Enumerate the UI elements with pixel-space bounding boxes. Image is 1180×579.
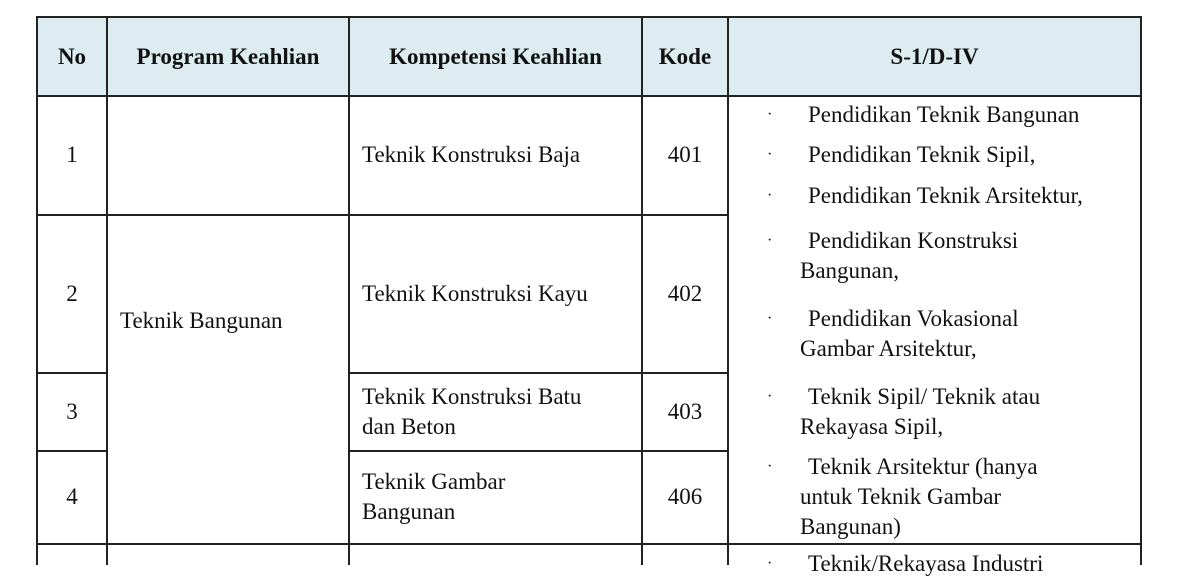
s1-item: Pendidikan Teknik Arsitektur, (808, 183, 1083, 208)
kode-cell: 402 (667, 281, 703, 306)
s1-item: Pendidikan Teknik Sipil, (808, 142, 1036, 167)
group-divider (37, 543, 1142, 545)
s1-item-cont: Rekayasa Sipil, (800, 414, 944, 439)
header-no: No (57, 44, 87, 69)
header-bottom-border (37, 95, 1142, 97)
bullet-icon: · (767, 146, 773, 163)
s1-item-cont: untuk Teknik Gambar (800, 484, 1002, 509)
header-kode: Kode (658, 44, 712, 69)
row-no: 3 (66, 399, 78, 424)
header-program: Program Keahlian (136, 44, 320, 69)
kode-cell: 401 (667, 142, 703, 167)
bullet-icon: · (767, 458, 773, 475)
table-right-border (1140, 16, 1142, 565)
row-divider (37, 372, 107, 374)
row-divider (37, 214, 728, 216)
s1-item: Teknik Arsitektur (hanya (808, 454, 1038, 479)
s1-item: Teknik Sipil/ Teknik atau (808, 384, 1041, 409)
kode-cell: 406 (667, 484, 703, 509)
s1-item: Pendidikan Vokasional (808, 306, 1019, 331)
s1-item-cont: Bangunan) (800, 514, 901, 539)
s1-item: Pendidikan Konstruksi (808, 228, 1019, 253)
table-top-border (37, 16, 1142, 18)
bullet-icon: · (767, 310, 773, 327)
kompetensi-cell-line: Teknik Konstruksi Batu (362, 384, 582, 409)
s1-item-cont: Bangunan, (800, 258, 900, 283)
kompetensi-cell-line: Bangunan (362, 499, 456, 524)
bullet-icon: · (767, 555, 773, 572)
row-divider (37, 450, 107, 452)
kompetensi-cell-line: dan Beton (362, 414, 456, 439)
header-s1: S-1/D-IV (890, 44, 979, 69)
row-divider (349, 372, 728, 374)
row-no: 2 (66, 281, 78, 306)
bullet-icon: · (767, 187, 773, 204)
bullet-icon: · (767, 232, 773, 249)
row-divider (37, 214, 107, 216)
kompetensi-cell-line: Teknik Gambar (362, 469, 506, 494)
kompetensi-cell: Teknik Konstruksi Baja (362, 142, 581, 167)
kompetensi-cell: Teknik Konstruksi Kayu (362, 281, 588, 306)
row-divider (349, 450, 728, 452)
row-no: 4 (66, 484, 78, 509)
row-no: 1 (66, 142, 78, 167)
header-kompetensi: Kompetensi Keahlian (389, 44, 602, 69)
col-divider (348, 16, 350, 565)
s1-item: Teknik/Rekayasa Industri (808, 551, 1044, 576)
bullet-icon: · (767, 388, 773, 405)
bullet-icon: · (767, 106, 773, 123)
kode-cell: 403 (667, 399, 703, 424)
s1-item-cont: Gambar Arsitektur, (800, 336, 977, 361)
program-name: Teknik Bangunan (120, 308, 283, 333)
s1-item: Pendidikan Teknik Bangunan (808, 102, 1080, 127)
